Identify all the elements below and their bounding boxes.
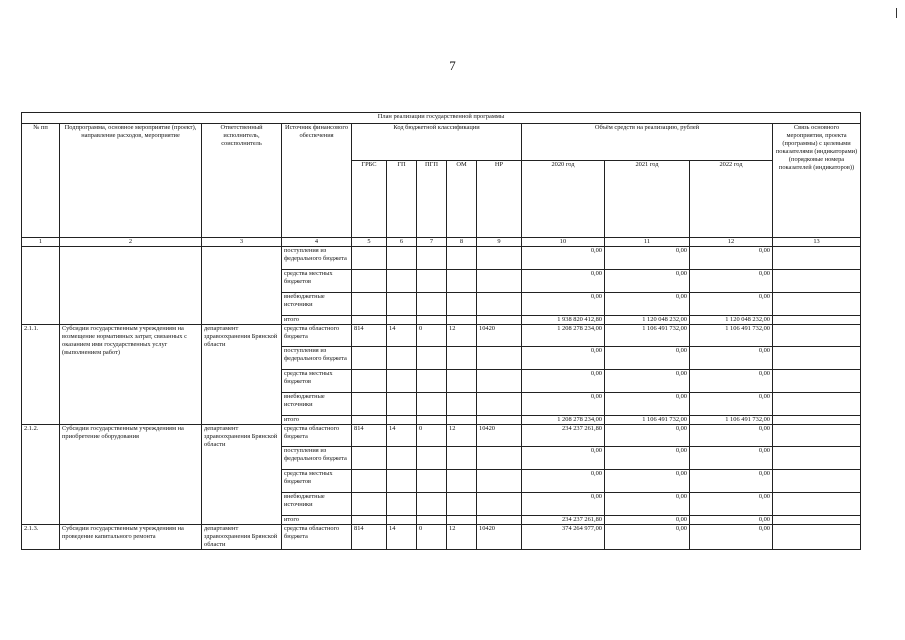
nr-code xyxy=(477,516,522,525)
amount-2022: 0,00 xyxy=(690,525,773,550)
pgp-code xyxy=(417,493,447,516)
grbs-code xyxy=(352,293,387,316)
pgp-code xyxy=(417,370,447,393)
table-row xyxy=(22,325,861,347)
amount-2021: 1 106 491 732,00 xyxy=(605,325,690,347)
pgp-code xyxy=(417,270,447,293)
indicator-link xyxy=(773,370,861,393)
grbs-code xyxy=(352,493,387,516)
column-number: 6 xyxy=(387,238,417,247)
gp-code xyxy=(387,493,417,516)
grbs-code xyxy=(352,416,387,425)
column-number: 3 xyxy=(202,238,282,247)
header-budget-code: Код бюджетной классификации xyxy=(352,124,522,161)
amount-2021: 0,00 xyxy=(605,393,690,416)
gp-code xyxy=(387,516,417,525)
amount-2021: 0,00 xyxy=(605,370,690,393)
amount-2021: 0,00 xyxy=(605,447,690,470)
amount-2020: 0,00 xyxy=(522,447,605,470)
pgp-code: 0 xyxy=(417,325,447,347)
indicator-link xyxy=(773,447,861,470)
grbs-code xyxy=(352,347,387,370)
funding-source: итого xyxy=(282,416,352,425)
amount-2022: 0,00 xyxy=(690,393,773,416)
gp-code xyxy=(387,470,417,493)
header-funds: Объём средств на реализацию, рублей xyxy=(522,124,773,161)
amount-2022: 0,00 xyxy=(690,425,773,447)
header-2021: 2021 год xyxy=(605,161,690,238)
amount-2021: 0,00 xyxy=(605,270,690,293)
amount-2020: 0,00 xyxy=(522,493,605,516)
amount-2022: 0,00 xyxy=(690,370,773,393)
column-number: 1 xyxy=(22,238,60,247)
column-number-row xyxy=(22,238,861,247)
grbs-code xyxy=(352,516,387,525)
amount-2021: 0,00 xyxy=(605,470,690,493)
nr-code xyxy=(477,293,522,316)
indicator-link xyxy=(773,247,861,270)
amount-2022: 0,00 xyxy=(690,493,773,516)
grbs-code xyxy=(352,470,387,493)
row-number: 2.1.1. xyxy=(22,325,60,425)
amount-2022: 1 106 491 732,00 xyxy=(690,416,773,425)
indicator-link xyxy=(773,425,861,447)
gp-code xyxy=(387,270,417,293)
measure-name xyxy=(60,247,202,325)
om-code: 12 xyxy=(447,325,477,347)
gp-code xyxy=(387,393,417,416)
grbs-code xyxy=(352,316,387,325)
pgp-code: 0 xyxy=(417,425,447,447)
gp-code: 14 xyxy=(387,325,417,347)
program-plan-table xyxy=(21,112,861,550)
amount-2020: 0,00 xyxy=(522,270,605,293)
indicator-link xyxy=(773,416,861,425)
amount-2021: 0,00 xyxy=(605,347,690,370)
grbs-code xyxy=(352,270,387,293)
amount-2021: 0,00 xyxy=(605,293,690,316)
om-code xyxy=(447,493,477,516)
pgp-code: 0 xyxy=(417,525,447,550)
column-number: 9 xyxy=(477,238,522,247)
funding-source: поступления из федерального бюджета xyxy=(282,447,352,470)
amount-2020: 234 237 261,80 xyxy=(522,516,605,525)
funding-source: итого xyxy=(282,516,352,525)
indicator-link xyxy=(773,270,861,293)
gp-code xyxy=(387,293,417,316)
indicator-link xyxy=(773,493,861,516)
amount-2021: 1 120 048 232,00 xyxy=(605,316,690,325)
om-code xyxy=(447,293,477,316)
funding-source: средства областного бюджета xyxy=(282,325,352,347)
measure-name: Субсидии государственным учреждениям на приобретение оборудования xyxy=(60,425,202,525)
funding-source: средства местных бюджетов xyxy=(282,470,352,493)
nr-code xyxy=(477,270,522,293)
table-row xyxy=(22,247,861,270)
amount-2022: 0,00 xyxy=(690,470,773,493)
funding-source: внебюджетные источники xyxy=(282,293,352,316)
nr-code xyxy=(477,447,522,470)
gp-code xyxy=(387,447,417,470)
amount-2020: 1 208 278 234,00 xyxy=(522,325,605,347)
header-grbs: ГРБС xyxy=(352,161,387,238)
header-funding-source: Источник финансового обеспечения xyxy=(282,124,352,238)
row-number xyxy=(22,247,60,325)
amount-2022: 0,00 xyxy=(690,447,773,470)
funding-source: средства местных бюджетов xyxy=(282,370,352,393)
om-code xyxy=(447,316,477,325)
amount-2022: 0,00 xyxy=(690,247,773,270)
funding-source: средства областного бюджета xyxy=(282,425,352,447)
measure-name: Субсидии государственным учреждениям на проведение капитального ремонта xyxy=(60,525,202,550)
grbs-code: 814 xyxy=(352,425,387,447)
grbs-code: 814 xyxy=(352,325,387,347)
nr-code: 10420 xyxy=(477,425,522,447)
pgp-code xyxy=(417,393,447,416)
amount-2020: 0,00 xyxy=(522,470,605,493)
table-row xyxy=(22,425,861,447)
column-number: 2 xyxy=(60,238,202,247)
column-number: 7 xyxy=(417,238,447,247)
grbs-code xyxy=(352,370,387,393)
table-title: План реализации государственной программы xyxy=(22,113,861,124)
header-pgp: ПГП xyxy=(417,161,447,238)
funding-source: внебюджетные источники xyxy=(282,493,352,516)
indicator-link xyxy=(773,347,861,370)
header-subprogram: Подпрограмма, основное мероприятие (проект), направление расходов, мероприятие xyxy=(60,124,202,238)
measure-name: Субсидии государственным учреждениям на возмещение нормативных затрат, связанных с оказанием ими государственных услуг (выполнением работ) xyxy=(60,325,202,425)
funding-source: средства местных бюджетов xyxy=(282,270,352,293)
header-om: ОМ xyxy=(447,161,477,238)
header-2020: 2020 год xyxy=(522,161,605,238)
page-edge-mark xyxy=(896,8,897,18)
om-code xyxy=(447,447,477,470)
indicator-link xyxy=(773,516,861,525)
pgp-code xyxy=(417,293,447,316)
funding-source: поступления из федерального бюджета xyxy=(282,247,352,270)
gp-code xyxy=(387,316,417,325)
om-code xyxy=(447,247,477,270)
funding-source: поступления из федерального бюджета xyxy=(282,347,352,370)
om-code xyxy=(447,416,477,425)
gp-code xyxy=(387,347,417,370)
amount-2020: 0,00 xyxy=(522,293,605,316)
om-code xyxy=(447,516,477,525)
amount-2022: 0,00 xyxy=(690,347,773,370)
gp-code xyxy=(387,416,417,425)
indicator-link xyxy=(773,393,861,416)
nr-code xyxy=(477,316,522,325)
amount-2021: 0,00 xyxy=(605,493,690,516)
gp-code xyxy=(387,247,417,270)
nr-code xyxy=(477,247,522,270)
executor: департамент здравоохранения Брянской области xyxy=(202,525,282,550)
nr-code: 10420 xyxy=(477,325,522,347)
row-number: 2.1.3. xyxy=(22,525,60,550)
header-indicator-link: Связь основного мероприятия, проекта (программы) с целевыми показателями (индикаторами) (порядковые номера показателей (индикаторов)) xyxy=(773,124,861,238)
indicator-link xyxy=(773,316,861,325)
page-number: 7 xyxy=(449,58,456,73)
executor: департамент здравоохранения Брянской области xyxy=(202,325,282,425)
amount-2020: 0,00 xyxy=(522,370,605,393)
amount-2022: 0,00 xyxy=(690,293,773,316)
executor xyxy=(202,247,282,325)
column-number: 11 xyxy=(605,238,690,247)
om-code xyxy=(447,370,477,393)
pgp-code xyxy=(417,447,447,470)
column-number: 12 xyxy=(690,238,773,247)
column-number: 5 xyxy=(352,238,387,247)
om-code: 12 xyxy=(447,525,477,550)
amount-2020: 234 237 261,80 xyxy=(522,425,605,447)
header-executor: Ответственный исполнитель, соисполнитель xyxy=(202,124,282,238)
nr-code: 10420 xyxy=(477,525,522,550)
table-row xyxy=(22,525,861,550)
pgp-code xyxy=(417,347,447,370)
gp-code: 14 xyxy=(387,525,417,550)
amount-2021: 0,00 xyxy=(605,425,690,447)
amount-2022: 0,00 xyxy=(690,270,773,293)
amount-2022: 1 106 491 732,00 xyxy=(690,325,773,347)
funding-source: внебюджетные источники xyxy=(282,393,352,416)
amount-2020: 374 264 977,00 xyxy=(522,525,605,550)
row-number: 2.1.2. xyxy=(22,425,60,525)
nr-code xyxy=(477,470,522,493)
header-gp: ГП xyxy=(387,161,417,238)
column-number: 4 xyxy=(282,238,352,247)
gp-code: 14 xyxy=(387,425,417,447)
amount-2020: 0,00 xyxy=(522,393,605,416)
pgp-code xyxy=(417,247,447,270)
funding-source: средства областного бюджета xyxy=(282,525,352,550)
gp-code xyxy=(387,370,417,393)
amount-2021: 0,00 xyxy=(605,247,690,270)
amount-2022: 0,00 xyxy=(690,516,773,525)
amount-2020: 1 208 278 234,00 xyxy=(522,416,605,425)
column-number: 13 xyxy=(773,238,861,247)
grbs-code: 814 xyxy=(352,525,387,550)
header-num: № пп xyxy=(22,124,60,238)
amount-2020: 0,00 xyxy=(522,347,605,370)
nr-code xyxy=(477,347,522,370)
header-2022: 2022 год xyxy=(690,161,773,238)
grbs-code xyxy=(352,447,387,470)
column-number: 10 xyxy=(522,238,605,247)
indicator-link xyxy=(773,293,861,316)
om-code: 12 xyxy=(447,425,477,447)
pgp-code xyxy=(417,516,447,525)
om-code xyxy=(447,270,477,293)
om-code xyxy=(447,347,477,370)
nr-code xyxy=(477,393,522,416)
amount-2021: 0,00 xyxy=(605,516,690,525)
amount-2022: 1 120 048 232,00 xyxy=(690,316,773,325)
om-code xyxy=(447,393,477,416)
amount-2021: 0,00 xyxy=(605,525,690,550)
indicator-link xyxy=(773,470,861,493)
nr-code xyxy=(477,370,522,393)
amount-2020: 1 938 820 412,80 xyxy=(522,316,605,325)
grbs-code xyxy=(352,247,387,270)
column-number: 8 xyxy=(447,238,477,247)
header-nr: НР xyxy=(477,161,522,238)
grbs-code xyxy=(352,393,387,416)
executor: департамент здравоохранения Брянской области xyxy=(202,425,282,525)
nr-code xyxy=(477,416,522,425)
pgp-code xyxy=(417,316,447,325)
amount-2021: 1 106 491 732,00 xyxy=(605,416,690,425)
pgp-code xyxy=(417,470,447,493)
indicator-link xyxy=(773,325,861,347)
funding-source: итого xyxy=(282,316,352,325)
om-code xyxy=(447,470,477,493)
nr-code xyxy=(477,493,522,516)
amount-2020: 0,00 xyxy=(522,247,605,270)
indicator-link xyxy=(773,525,861,550)
pgp-code xyxy=(417,416,447,425)
